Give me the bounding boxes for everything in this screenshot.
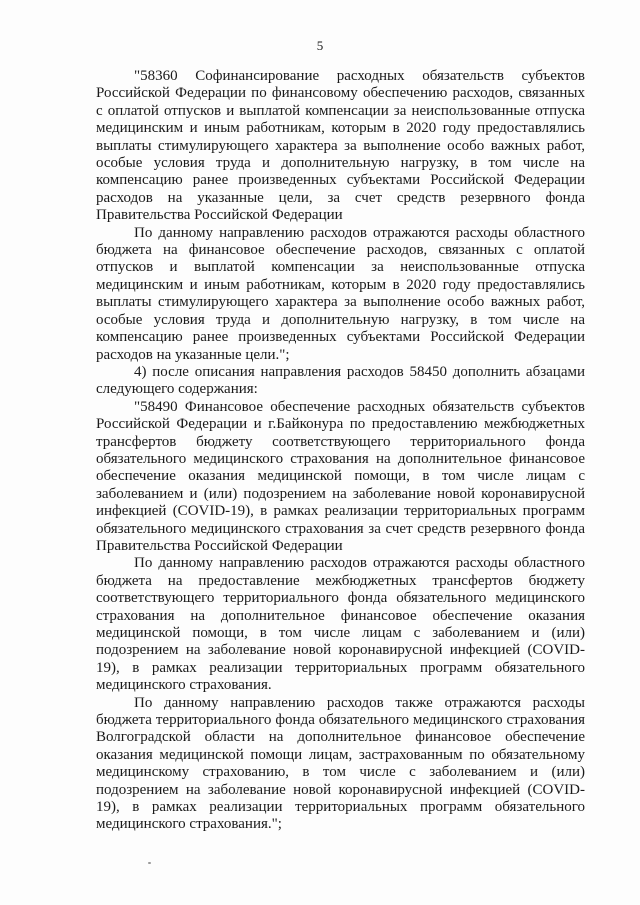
- paragraph-58490-additional: По данному направлению расходов также отражаются расходы бюджета территориального фонда обязательного медицинского страхования Волгоградской области на дополнительное финансовое обеспечение оказания медицинской помощи лицам, застрахованным по обязательному медицинскому страхованию, в том числе с заболеванием и (или) подозрением на заболевание новой коронавирусной инфекцией (COVID-19), в рамках реализации территориальных программ обязательного медицинского страхования.";: [96, 694, 585, 833]
- paragraph-58360-title: "58360 Софинансирование расходных обязательств субъектов Российской Федерации по финансовому обеспечению расходов, связанных с оплатой отпусков и выплатой компенсации за неиспользованные отпуска медицинским и иным работникам, которым в 2020 году предоставлялись выплаты стимулирующего характера за выполнение особо важных работ, особые условия труда и дополнительную нагрузку, в том числе на компенсацию ранее произведенных субъектами Российской Федерации расходов на указанные цели, за счет средств резервного фонда Правительства Российской Федерации: [96, 68, 585, 224]
- paragraph-58490-description: По данному направлению расходов отражаются расходы областного бюджета на предоставление межбюджетных трансфертов бюджету соответствующего территориального фонда обязательного медицинского страхования на дополнительное финансовое обеспечение оказания медицинской помощи, в том числе лицам с заболеванием и (или) подозрением на заболевание новой коронавирусной инфекцией (COVID-19), в рамках реализации территориальных программ обязательного медицинского страхования.: [96, 555, 585, 694]
- page-number: 5: [316, 38, 324, 53]
- document-body: [96, 68, 585, 834]
- scan-artifact: [148, 862, 151, 864]
- paragraph-58490-title: "58490 Финансовое обеспечение расходных обязательств субъектов Российской Федерации и г.Байконура по предоставлению межбюджетных трансфертов бюджету соответствующего территориального фонда обязательного медицинского страхования на дополнительное финансовое обеспечение оказания медицинской помощи, в том числе лицам с заболеванием и (или) подозрением на заболевание новой коронавирусной инфекцией (COVID-19), в рамках реализации территориальных программ обязательного медицинского страхования за счет средств резервного фонда Правительства Российской Федерации: [96, 398, 585, 554]
- paragraph-item-4: 4) после описания направления расходов 58450 дополнить абзацами следующего содержания:: [96, 363, 585, 398]
- paragraph-58360-description: По данному направлению расходов отражаются расходы областного бюджета на финансовое обеспечение расходов, связанных с оплатой отпусков и выплатой компенсации за неиспользованные отпуска медицинским и иным работникам, которым в 2020 году предоставлялись выплаты стимулирующего характера за выполнение особо важных работ, особые условия труда и дополнительную нагрузку, в том числе на компенсацию ранее произведенных субъектами Российской Федерации расходов на указанные цели.";: [96, 224, 585, 363]
